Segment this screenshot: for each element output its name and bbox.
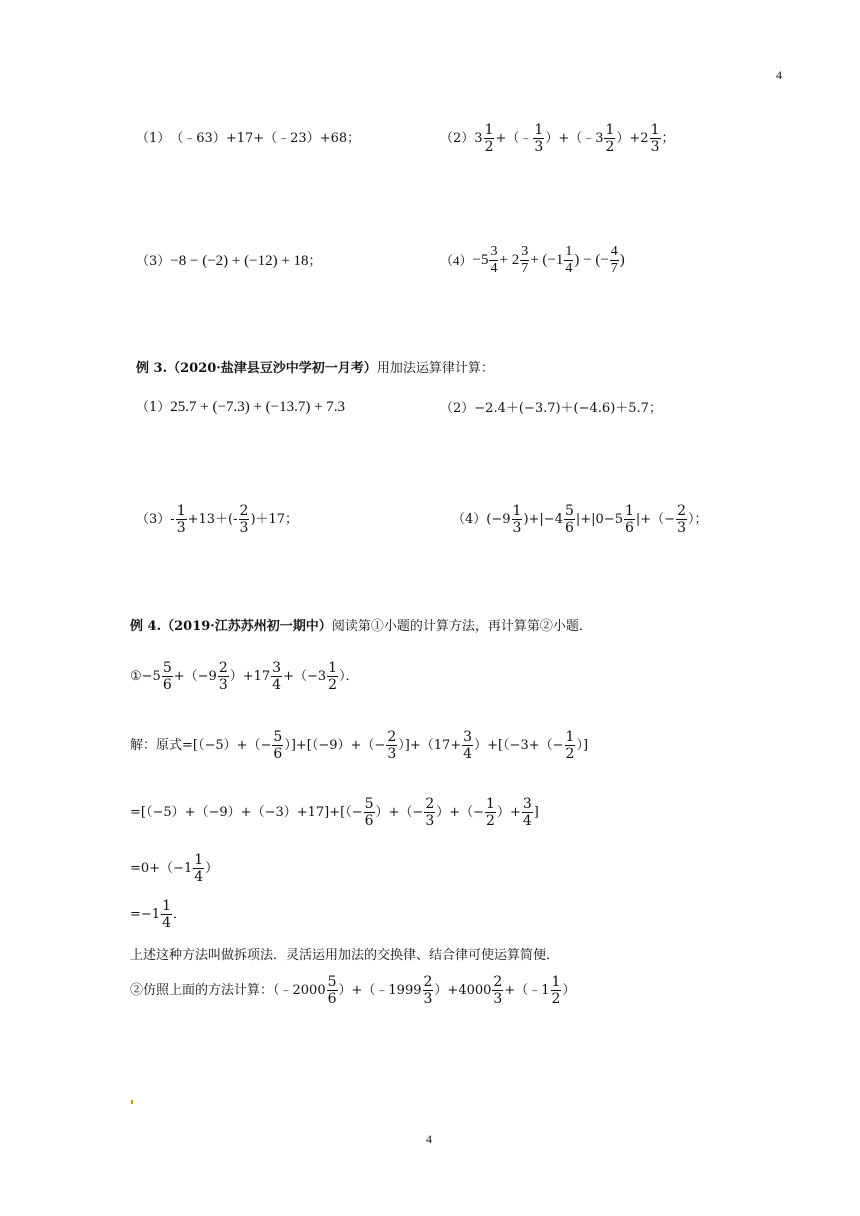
fraction: $\frac{2}{3}$ bbox=[218, 660, 228, 693]
fraction: $\frac{5}{6}$ bbox=[564, 503, 574, 536]
solution-line-4: =−1 $\frac{1}{4}$ ． bbox=[130, 898, 186, 931]
example-4-question-2: ②仿照上面的方法计算：（﹣2000 $\frac{5}{6}$ ）+（﹣1999 $\frac{2}{3}$ ）+4000 $\frac{2}{3}$ +（﹣1 $\frac{1}{2}$ ） bbox=[130, 974, 576, 1007]
fraction: $\frac{2}{3}$ bbox=[423, 974, 433, 1007]
fraction: $\frac{1}{2}$ bbox=[605, 122, 615, 155]
page-number-bottom: 4 bbox=[426, 1132, 432, 1146]
problem-2-2: （2） 3 $\frac{1}{2}$ +（﹣ $\frac{1}{3}$ ）+（﹣3 $\frac{1}{2}$ ）+2 $\frac{1}{3}$ ； bbox=[440, 122, 675, 155]
fraction: $\frac{3}{4}$ bbox=[522, 796, 532, 829]
problem-3-3: （3） - $\frac{1}{3}$ +13＋(- $\frac{2}{3}$ )＋17； bbox=[136, 503, 299, 536]
example-4-title: 例 4.（2019·江苏苏州初一期中）阅读第①小题的计算方法，再计算第②小题． bbox=[130, 619, 592, 634]
solution-line-2: =[（−5）+（−9）+（−3）+17]+[（− $\frac{5}{6}$ ）+（− $\frac{2}{3}$ ）+（− $\frac{1}{2}$ ）+ $\frac{3}{4}$ ] bbox=[130, 796, 539, 829]
fraction: $\frac{1}{2}$ bbox=[484, 122, 494, 155]
method-note: 上述这种方法叫做拆项法．灵活运用加法的交换律、结合律可使运算简便． bbox=[130, 948, 560, 963]
fraction: $\frac{3}{4}$ bbox=[463, 729, 473, 762]
fraction: $\frac{1}{2}$ bbox=[551, 974, 561, 1007]
fraction: $\frac{5}{6}$ bbox=[364, 796, 374, 829]
problem-2-1: （1） （﹣63）+17+（﹣23）+68； bbox=[136, 131, 361, 146]
fraction: $\frac{1}{6}$ bbox=[624, 503, 634, 536]
problem-3-2: （2） −2.4＋(−3.7)＋(−4.6)＋5.7； bbox=[440, 401, 662, 416]
fraction: $\frac{3}{4}$ bbox=[272, 660, 282, 693]
fraction: $\frac{2}{3}$ bbox=[677, 503, 686, 536]
stray-mark bbox=[131, 1100, 133, 1104]
fraction: $\frac{1}{2}$ bbox=[328, 660, 338, 693]
fraction: $\frac{2}{3}$ bbox=[387, 729, 397, 762]
fraction: $\frac{1}{2}$ bbox=[486, 796, 495, 829]
fraction: $\frac{2}{3}$ bbox=[425, 796, 435, 829]
fraction: $\frac{2}{3}$ bbox=[493, 974, 503, 1007]
fraction: $\frac{5}{6}$ bbox=[327, 974, 337, 1007]
fraction: $\frac{3}{7}$ bbox=[521, 244, 529, 276]
fraction: $\frac{1}{3}$ bbox=[512, 503, 522, 536]
page-number-top: 4 bbox=[776, 68, 782, 82]
example-4-question-1: ①−5 $\frac{5}{6}$ +（−9 $\frac{2}{3}$ ）+17 $\frac{3}{4}$ +（−3 $\frac{1}{2}$ ）． bbox=[130, 660, 359, 693]
fraction: $\frac{1}{3}$ bbox=[650, 122, 660, 155]
fraction: $\frac{5}{6}$ bbox=[162, 660, 172, 693]
fraction: $\frac{1}{4}$ bbox=[194, 852, 204, 885]
solution-line-3: =0+（−1 $\frac{1}{4}$ ） bbox=[130, 852, 219, 885]
problem-2-4: （4） −5 $\frac{3}{4}$ + 2 $\frac{3}{7}$ + (−1 $\frac{1}{4}$ ) − (− $\frac{4}{7}$ ) bbox=[440, 244, 625, 276]
fraction: $\frac{1}{4}$ bbox=[162, 898, 171, 931]
example-3-title: 例 3.（2020·盐津县豆沙中学初一月考）用加法运算律计算： bbox=[136, 361, 494, 376]
fraction: $\frac{1}{3}$ bbox=[534, 122, 544, 155]
fraction: $\frac{3}{4}$ bbox=[490, 244, 498, 276]
fraction: $\frac{1}{2}$ bbox=[565, 729, 575, 762]
problem-3-4: （4） (−9 $\frac{1}{3}$ )+|−4 $\frac{5}{6}$ |+|0−5 $\frac{1}{6}$ |+（− $\frac{2}{3}$ ）； bbox=[452, 503, 708, 536]
problem-3-1: （1） 25.7 + (−7.3) + (−13.7) + 7.3 bbox=[136, 399, 346, 415]
solution-line-1: 解：原式=[（−5）+（− $\frac{5}{6}$ ）]+[（−9）+（− $\frac{2}{3}$ ）]+（17+ $\frac{3}{4}$ ）+[（−3+（− $\frac{1}{2}$ ）] bbox=[130, 729, 589, 762]
fraction: $\frac{1}{4}$ bbox=[565, 244, 573, 276]
problem-2-3: （3） −8 − (−2) + (−12) + 18 ； bbox=[136, 253, 322, 269]
fraction: $\frac{2}{3}$ bbox=[239, 503, 249, 536]
fraction: $\frac{5}{6}$ bbox=[273, 729, 283, 762]
fraction: $\frac{4}{7}$ bbox=[610, 244, 618, 276]
fraction: $\frac{1}{3}$ bbox=[176, 503, 186, 536]
